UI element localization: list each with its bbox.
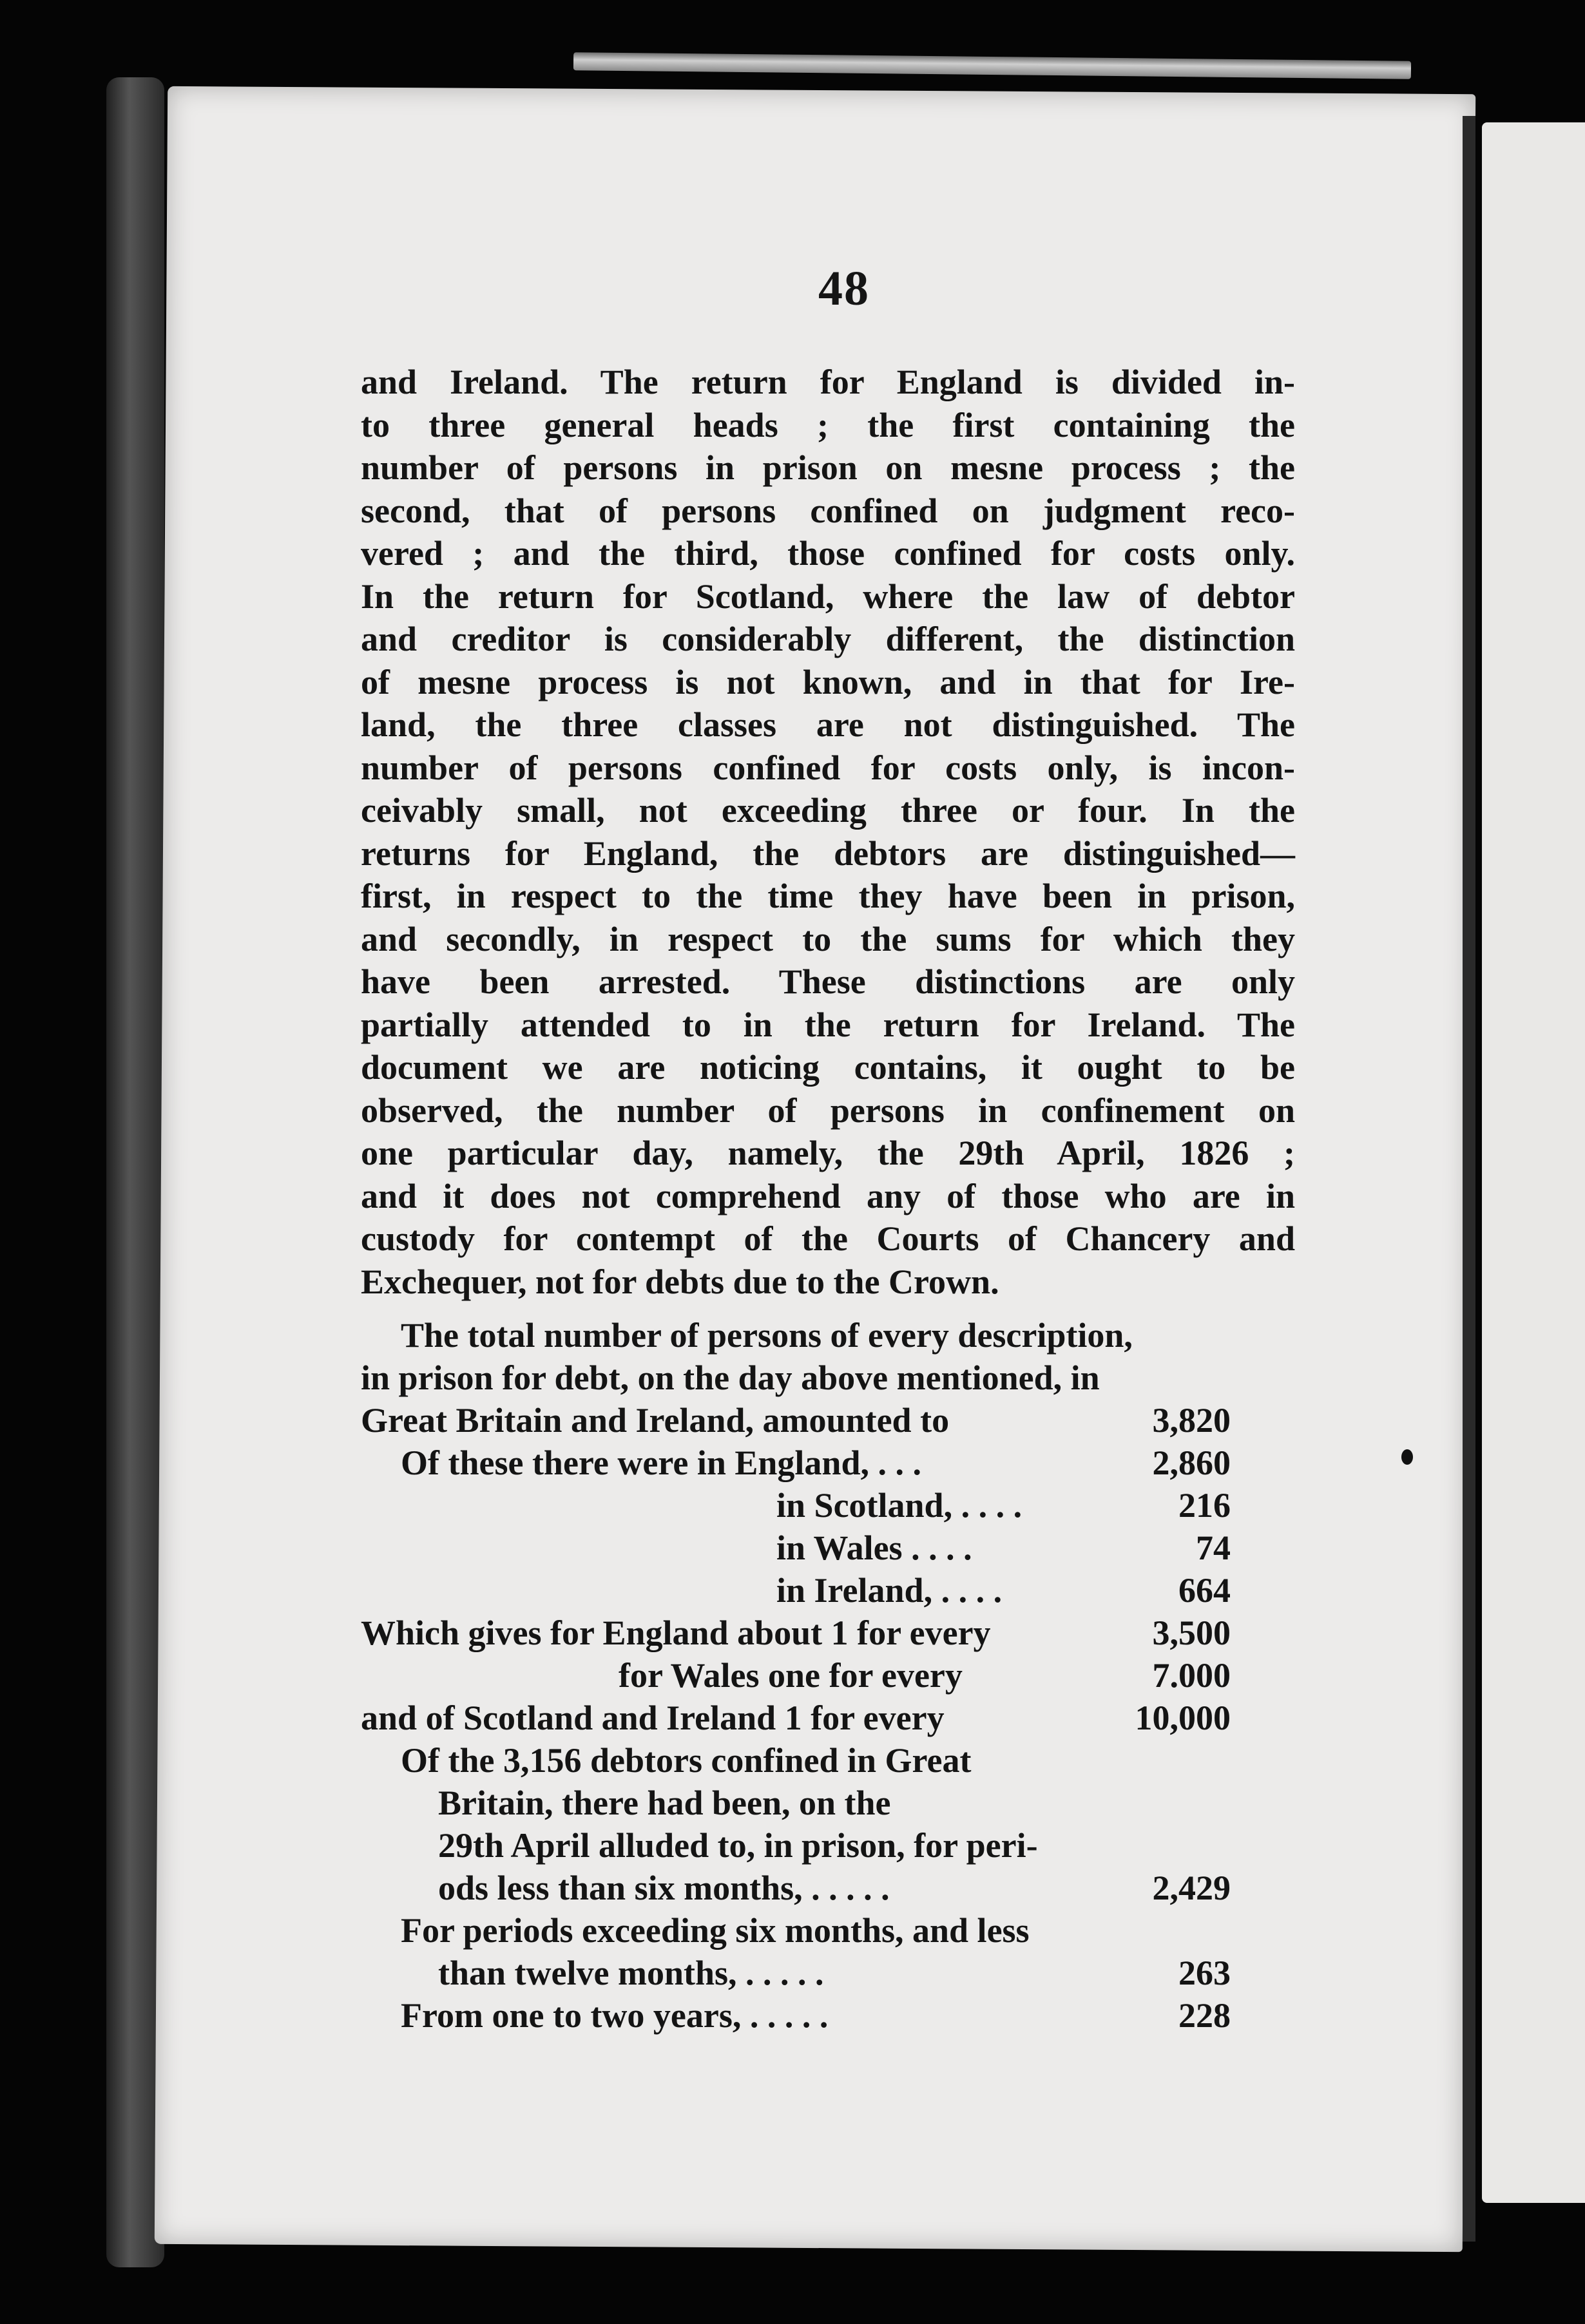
stat-row xyxy=(361,1994,1295,2037)
text-line: In the return for Scotland, where the law of debtor xyxy=(361,576,1295,616)
text-line: document we are noticing contains, it ought to be xyxy=(361,1048,1295,1087)
text-line: have been arrested. These distinctions are only xyxy=(361,962,1295,1001)
text-line: vered ; and the third, those confined for costs only. xyxy=(361,534,1295,573)
page-number: 48 xyxy=(818,262,870,316)
total-line-label: The total number of persons of every description, xyxy=(401,1316,1133,1355)
stat-row xyxy=(361,1484,1295,1527)
text-line: partially attended to in the return for Ireland. The xyxy=(361,1005,1295,1044)
book-spine-edge xyxy=(106,77,164,2267)
main-paragraph xyxy=(361,361,1295,1303)
stat-label: in Scotland, . . . . xyxy=(776,1486,1023,1525)
stat-row xyxy=(361,1399,1295,1442)
text-line: number of persons confined for costs only, is incon- xyxy=(361,748,1295,787)
stat-label: in Ireland, . . . . xyxy=(776,1571,1003,1610)
stat-row xyxy=(361,1654,1295,1697)
stat-row xyxy=(361,1442,1295,1484)
text-line: and it does not comprehend any of those who are in xyxy=(361,1176,1295,1215)
text-line: to three general heads ; the first containing the xyxy=(361,405,1295,444)
stat-row xyxy=(361,1527,1295,1569)
text-line: number of persons in prison on mesne process ; the xyxy=(361,448,1295,487)
stat-label: For periods exceeding six months, and less xyxy=(401,1911,1030,1950)
stat-row xyxy=(361,1697,1295,1739)
stat-row xyxy=(361,1867,1295,1909)
stat-row xyxy=(361,1612,1295,1654)
stat-row xyxy=(361,1739,1295,1782)
text-line: one particular day, namely, the 29th April, 1826 ; xyxy=(361,1134,1295,1172)
text-line: first, in respect to the time they have been in prison, xyxy=(361,877,1295,915)
facing-page-edge xyxy=(1482,122,1585,2203)
text-line: and secondly, in respect to the sums for which they xyxy=(361,919,1295,958)
stat-value: 7.000 xyxy=(1152,1656,1231,1695)
text-line xyxy=(361,1314,1295,1357)
stat-label: Britain, there had been, on the xyxy=(438,1784,891,1822)
text-line xyxy=(361,1357,1295,1399)
text-line: and creditor is considerably different, the distinction xyxy=(361,620,1295,658)
stat-value: 2,860 xyxy=(1152,1443,1231,1482)
stat-value: 263 xyxy=(1178,1954,1231,1992)
stat-label: Of these there were in England, . . . xyxy=(401,1443,921,1482)
stat-label: Great Britain and Ireland, amounted to xyxy=(361,1401,950,1440)
stat-value: 10,000 xyxy=(1135,1699,1231,1737)
book-top-edge xyxy=(573,52,1411,79)
stat-label: for Wales one for every xyxy=(619,1656,963,1695)
stat-label: ods less than six months, . . . . . xyxy=(438,1869,890,1907)
stat-label: 29th April alluded to, in prison, for peri- xyxy=(438,1826,1038,1865)
page-gutter xyxy=(1463,116,1475,2242)
text-line: observed, the number of persons in confinement on xyxy=(361,1091,1295,1130)
text-line: of mesne process is not known, and in that for Ire- xyxy=(361,662,1295,701)
stat-label: and of Scotland and Ireland 1 for every xyxy=(361,1699,945,1737)
stat-row xyxy=(361,1782,1295,1824)
total-line-label: in prison for debt, on the day above mentioned, in xyxy=(361,1358,1100,1397)
text-line: returns for England, the debtors are distinguished— xyxy=(361,833,1295,873)
debtor-statistics xyxy=(361,1314,1295,2037)
stat-row xyxy=(361,1824,1295,1867)
stat-value: 74 xyxy=(1196,1529,1231,1567)
stat-row xyxy=(361,1569,1295,1612)
text-line: second, that of persons confined on judgment reco- xyxy=(361,491,1295,530)
ink-speck xyxy=(1401,1449,1413,1465)
stat-label: Which gives for England about 1 for every xyxy=(361,1614,991,1652)
stat-value: 3,820 xyxy=(1152,1401,1231,1440)
stat-value: 228 xyxy=(1178,1996,1231,2035)
text-line: land, the three classes are not distinguished. The xyxy=(361,705,1295,744)
stat-label: Of the 3,156 debtors confined in Great xyxy=(401,1741,972,1780)
stat-value: 216 xyxy=(1178,1486,1231,1525)
stat-row xyxy=(361,1952,1295,1994)
stat-row xyxy=(361,1909,1295,1952)
stat-value: 3,500 xyxy=(1152,1614,1231,1652)
stat-label: in Wales . . . . xyxy=(776,1529,972,1567)
stat-rows xyxy=(361,1399,1295,2037)
stat-label: From one to two years, . . . . . xyxy=(401,1996,829,2035)
text-line: Exchequer, not for debts due to the Crown. xyxy=(361,1262,999,1301)
stat-value: 664 xyxy=(1178,1571,1231,1610)
text-line: ceivably small, not exceeding three or four. In the xyxy=(361,791,1295,830)
stat-value: 2,429 xyxy=(1152,1869,1231,1907)
text-line: and Ireland. The return for England is divided in- xyxy=(361,363,1295,401)
stat-label: than twelve months, . . . . . xyxy=(438,1954,824,1992)
text-line: custody for contempt of the Courts of Chancery and xyxy=(361,1219,1295,1258)
